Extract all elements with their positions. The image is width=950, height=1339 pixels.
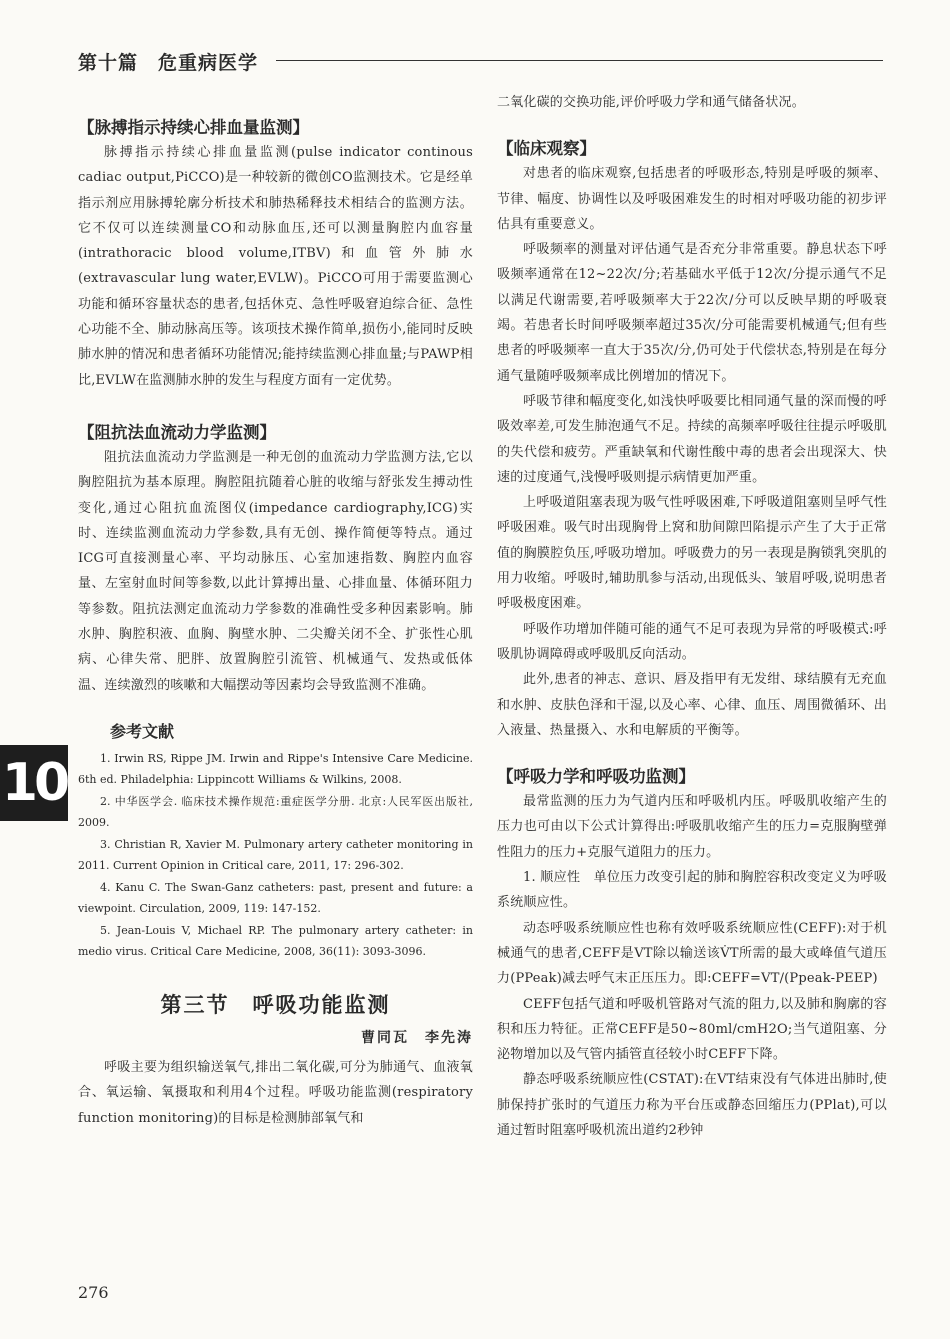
- authors: 曹同瓦 李先涛: [361, 1029, 473, 1046]
- header-title: 第十篇 危重病医学: [78, 52, 259, 74]
- paragraph-impedance: 阻抗法血流动力学监测是一种无创的血流动力学监测方法,它以胸腔阻抗为基本原理。胸腔阻抗随着心脏的收缩与舒张发生搏动性变化,通过心阻抗血流图仪(impedance cardiography,ICG)实时、连续监测血流动力学参数,具有无创、操作简便等特点。通过ICG可直接测量心率、平均动脉压、心室加速指数、胸腔内血容量、左室射血时间等参数,以此计算搏出量、心排血量、体循环阻力等参数。阻抗法测定血流动力学参数的准确性受多种因素影响。肺水肿、胸腔积液、血胸、胸壁水肿、二尖瓣关闭不全、扩张性心肌病、心律失常、肥胖、放置胸腔引流管、机械通气、发热或低体温、连续激烈的咳嗽和大幅摆动等因素均会导致监测不准确。: [78, 449, 473, 693]
- running-header: [78, 48, 883, 78]
- heading-impedance: 【阻抗法血流动力学监测】: [78, 422, 276, 442]
- reference-item: 3. Christian R, Xavier M. Pulmonary artery catheter monitoring in 2011. Current Opinion in Critical care, 2011, 17: 296-302.: [78, 837, 473, 873]
- paragraph-continued: 二氧化碳的交换功能,评价呼吸力学和通气储备状况。: [497, 95, 805, 110]
- paragraph-picco: 脉搏指示持续心排血量监测(pulse indicator continous cadiac output,PiCCO)是一种较新的微创CO监测技术。它是经单指示剂应用脉搏轮廓分析技术和肺热稀释技术相结合的监测方法。它不仅可以连续测量CO和动脉血压,还可以测量胸腔内血容量(intrathoracic blood volume,ITBV)和血管外肺水(extravascular lung water,EVLW)。PiCCO可用于需要监测心功能和循环容量状态的患者,包括休克、急性呼吸窘迫综合征、急性心功能不全、肺动脉高压等。该项技术操作简单,损伤小,能同时反映肺水肿的情况和患者循环功能情况;能持续监测心排血量;与PAWP相比,EVLW在监测肺水肿的发生与程度方面有一定优势。: [78, 145, 473, 388]
- header-rule: [276, 60, 883, 61]
- heading-respiratory-mechanics: 【呼吸力学和呼吸功监测】: [497, 767, 695, 787]
- paragraph-observation-2: 呼吸频率的测量对评估通气是否充分非常重要。静息状态下呼吸频率通常在12~22次/分;若基础水平低于12次/分提示通气不足以满足代谢需要,若呼吸频率大于22次/分可以反映早期的呼吸衰竭。若患者长时间呼吸频率超过35次/分可能需要机械通气;但有些患者的呼吸频率一直大于35次/分,仍可处于代偿状态,特别是在每分通气量随呼吸频率成比例增加的情况下。: [497, 242, 887, 384]
- reference-item: 1. Irwin RS, Rippe JM. Irwin and Rippe's Intensive Care Medicine. 6th ed. Philadelphia: Lippincott Williams & Wilkins, 2008.: [78, 751, 473, 787]
- paragraph-mechanics-1: 最常监测的压力为气道内压和呼吸机内压。呼吸肌收缩产生的压力也可由以下公式计算得出:呼吸肌收缩产生的压力=克服胸壁弹性阻力的压力+克服气道阻力的压力。: [497, 794, 887, 860]
- paragraph-observation-4: 上呼吸道阻塞表现为吸气性呼吸困难,下呼吸道阻塞则呈呼气性呼吸困难。吸气时出现胸骨上窝和肋间隙凹陷提示产生了大于正常值的胸膜腔负压,呼吸功增加。呼吸费力的另一表现是胸锁乳突肌的用力收缩。呼吸时,辅助肌参与活动,出现低头、皱眉呼吸,说明患者呼吸极度困难。: [497, 495, 887, 612]
- paragraph-mechanics-2: 1. 顺应性 单位压力改变引起的肺和胸腔容积改变定义为呼吸系统顺应性。: [497, 870, 887, 911]
- paragraph-mechanics-3: 动态呼吸系统顺应性也称有效呼吸系统顺应性(CEFF):对于机械通气的患者,CEFF是VT除以输送该V̇T所需的最大或峰值气道压力(PPeak)减去呼气末正压压力。即:CEFF=VT/(Ppeak-PEEP): [497, 920, 887, 987]
- paragraph-observation-6: 此外,患者的神志、意识、唇及指甲有无发绀、球结膜有无充血和水肿、皮肤色泽和干湿,以及心率、心律、血压、周围微循环、出入液量、热量摄入、水和电解质的平衡等。: [497, 672, 887, 738]
- left-column: [78, 90, 473, 1131]
- page-number: 276: [78, 1283, 109, 1302]
- paragraph-observation-1: 对患者的临床观察,包括患者的呼吸形态,特别是呼吸的频率、节律、幅度、协调性以及呼吸困难发生的时相对呼吸功能的初步评估具有重要意义。: [497, 166, 887, 232]
- paragraph-observation-3: 呼吸节律和幅度变化,如浅快呼吸要比相同通气量的深而慢的呼吸效率差,可发生肺泡通气不足。持续的高频率呼吸往往提示呼吸肌的失代偿和疲劳。严重缺氧和代谢性酸中毒的患者会出现深大、快速的过度通气,浅慢呼吸则提示病情更加严重。: [497, 393, 887, 485]
- chapter-tab: 10: [0, 745, 68, 821]
- reference-item: 4. Kanu C. The Swan-Ganz catheters: past, present and future: a viewpoint. Circulation, 2009, 119: 147-152.: [78, 880, 473, 916]
- paragraph-mechanics-4: CEFF包括气道和呼吸机管路对气流的阻力,以及肺和胸廓的容积和压力特征。正常CEFF是50~80ml/cmH2O;当气道阻塞、分泌物增加以及气管内插管直径较小时CEFF下降。: [497, 996, 887, 1063]
- reference-item: 5. Jean-Louis V, Michael RP. The pulmonary artery catheter: in medio virus. Critical Care Medicine, 2008, 36(11): 3093-3096.: [78, 923, 473, 959]
- right-column: [497, 90, 887, 1143]
- reference-item: 2. 中华医学会. 临床技术操作规范:重症医学分册. 北京:人民军医出版社, 2009.: [78, 794, 473, 830]
- references-title: 参考文献: [110, 721, 175, 741]
- paragraph-observation-5: 呼吸作功增加伴随可能的通气不足可表现为异常的呼吸模式:呼吸肌协调障碍或呼吸肌反向活动。: [497, 621, 887, 662]
- heading-picco: 【脉搏指示持续心排血量监测】: [78, 118, 309, 137]
- paragraph-intro: 呼吸主要为组织输送氧气,排出二氧化碳,可分为肺通气、血液氧合、氧运输、氧摄取和利用4个过程。呼吸功能监测(respiratory function monitoring)的目标是检测肺部氧气和: [78, 1059, 473, 1126]
- heading-clinical-observation: 【临床观察】: [497, 139, 596, 159]
- section-title: 第三节 呼吸功能监测: [160, 992, 391, 1017]
- paragraph-mechanics-5: 静态呼吸系统顺应性(CSTAT):在VT结束没有气体进出肺时,使肺保持扩张时的气道压力称为平台压或静态回缩压力(PPlat),可以通过暂时阻塞呼吸机流出道约2秒钟: [497, 1072, 887, 1138]
